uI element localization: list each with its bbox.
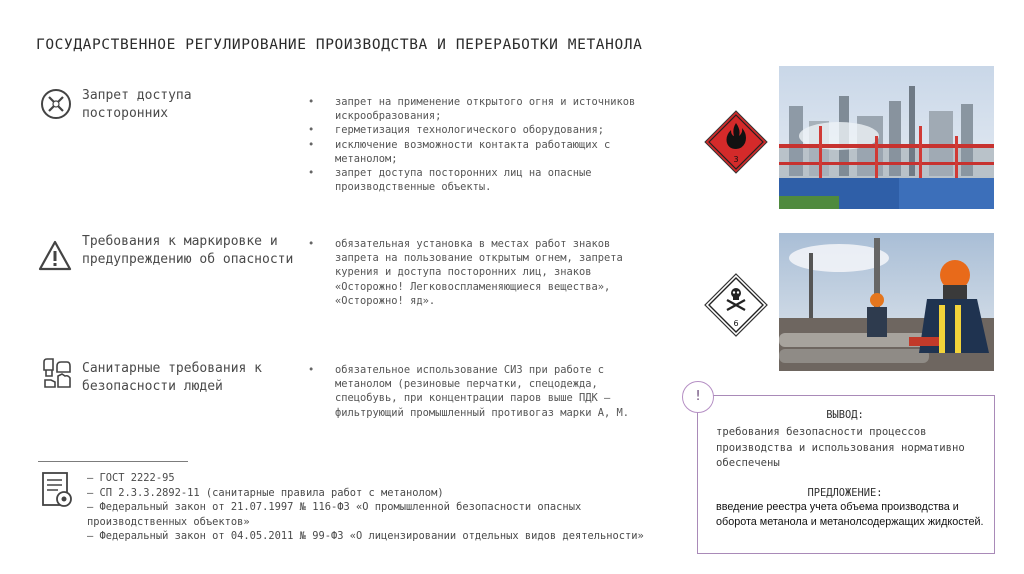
- list-item: • запрет на применение открытого огня и источников искрообразования;: [308, 95, 653, 123]
- prohibited-access-icon: [40, 88, 72, 120]
- list-item: • обязательная установка в местах работ знаков запрета на пользование открытым огнем, запрета курения и доступа посторонних лиц, знаков «Осторожно! Легковоспламеняющиеся вещества», «Осторожно! яд».: [308, 237, 653, 308]
- section-heading-sanitary: Санитарные требования к безопасности людей: [82, 361, 263, 394]
- workers-photo: [779, 233, 994, 371]
- list-item: • исключение возможности контакта работающих с метанолом;: [308, 138, 653, 166]
- section-heading-access: Запрет доступа посторонних: [82, 88, 192, 121]
- proposal-heading: ПРЕДЛОЖЕНИЕ:: [807, 487, 883, 499]
- reference-item: – Федеральный закон от 21.07.1997 № 116-ФЗ «О промышленной безопасности опасных производственных объектов»: [87, 501, 588, 528]
- exclamation-badge: !: [682, 381, 714, 413]
- section-bullets-marking: [308, 237, 653, 308]
- list-item: • запрет доступа посторонних лиц на опасные производственные объекты.: [308, 166, 653, 194]
- hazard-class-number: 6: [733, 319, 739, 328]
- warning-triangle-icon: [38, 240, 72, 272]
- reference-item: – Федеральный закон от 04.05.2011 № 99-ФЗ «О лицензировании отдельных видов деятельности»: [87, 530, 644, 542]
- reference-item: – СП 2.3.3.2892-11 (санитарные правила работ с метанолом): [87, 486, 444, 499]
- divider: [38, 461, 188, 462]
- toxic-substance-sign: [703, 272, 769, 338]
- hazard-class-number: 3: [733, 155, 739, 164]
- methanol-plant-photo: [779, 66, 994, 209]
- section-bullets-access: [308, 95, 653, 194]
- reference-item: – ГОСТ 2222-95: [87, 472, 175, 484]
- section-heading-marking: Требования к маркировке и предупреждению об опасности: [82, 234, 294, 267]
- conclusion-text: требования безопасности процессов производства и использования нормативно обеспечены: [716, 426, 965, 469]
- protective-gear-icon: [40, 356, 74, 390]
- list-item: • герметизация технологического оборудования;: [308, 123, 653, 137]
- page-title: ГОСУДАРСТВЕННОЕ РЕГУЛИРОВАНИЕ ПРОИЗВОДСТВА И ПЕРЕРАБОТКИ МЕТАНОЛА: [36, 37, 643, 53]
- references-list: [87, 471, 662, 544]
- conclusion-heading: ВЫВОД:: [826, 409, 864, 421]
- section-bullets-sanitary: [308, 363, 653, 420]
- document-icon: [40, 470, 74, 510]
- flammable-liquid-sign: [703, 109, 769, 175]
- proposal-text: введение реестра учета объема производства и оборота метанола и метанолсодержащих жидкостей.: [716, 501, 984, 528]
- list-item: • обязательное использование СИЗ при работе с метанолом (резиновые перчатки, спецодежда, спецобувь, при концентрации паров выше ПДК – фильтрующий промышленный противогаз марки А, М.: [308, 363, 653, 420]
